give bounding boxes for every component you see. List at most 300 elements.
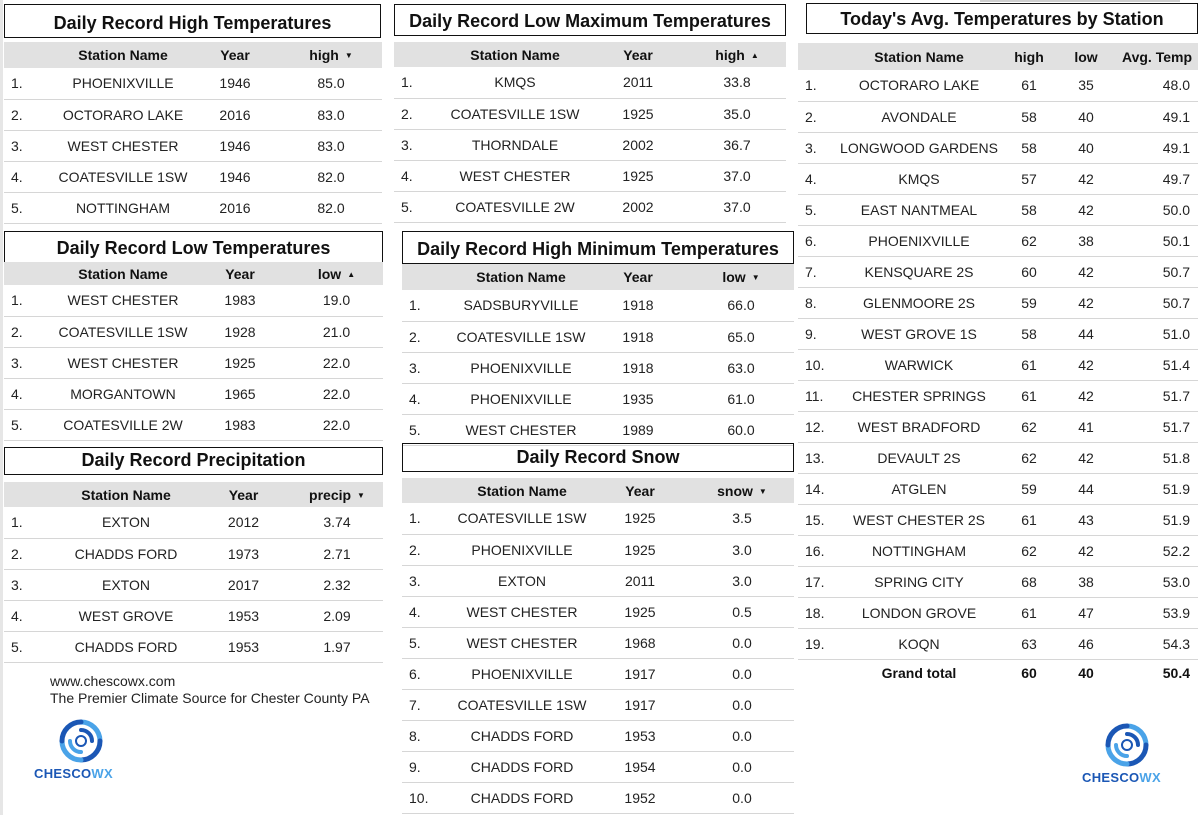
row-index: 3. — [402, 565, 454, 596]
table-row — [402, 352, 794, 383]
table-row — [402, 782, 794, 813]
total-index — [798, 659, 840, 687]
table-row — [798, 194, 1198, 225]
avg-value: 51.7 — [1112, 380, 1198, 411]
year: 1925 — [588, 160, 688, 191]
value-header[interactable] — [688, 264, 794, 290]
row-index: 17. — [798, 566, 840, 597]
value: 22.0 — [290, 347, 383, 378]
table-row — [798, 287, 1198, 318]
sort-descending-icon[interactable]: ▼ — [758, 486, 767, 496]
station-name: DEVAULT 2S — [840, 442, 998, 473]
logo-text-wx: WX — [1139, 770, 1161, 785]
table-row — [402, 751, 794, 782]
table-row — [798, 163, 1198, 194]
year: 1925 — [590, 534, 690, 565]
station-name: CHESTER SPRINGS — [840, 380, 998, 411]
value: 3.74 — [291, 507, 383, 538]
high-value: 61 — [998, 380, 1060, 411]
value: 0.0 — [690, 658, 794, 689]
value: 83.0 — [280, 130, 382, 161]
avg-value: 48.0 — [1112, 70, 1198, 101]
table-row — [4, 161, 382, 192]
high-value: 57 — [998, 163, 1060, 194]
logo-text-chesco: CHESCO — [1082, 770, 1140, 785]
year: 1918 — [588, 290, 688, 321]
value-header[interactable] — [688, 42, 786, 67]
header-row — [394, 42, 786, 67]
table-row — [798, 473, 1198, 504]
station-name-header[interactable]: Station Name — [476, 269, 566, 285]
year: 1928 — [190, 316, 290, 347]
index-header — [394, 42, 442, 67]
value: 2.71 — [291, 538, 383, 569]
low-header[interactable]: low — [1074, 48, 1098, 65]
value: 0.0 — [690, 782, 794, 813]
year-header[interactable]: Year — [225, 265, 255, 282]
station-name: COATESVILLE 1SW — [56, 316, 190, 347]
row-index: 15. — [798, 504, 840, 535]
year: 1983 — [190, 285, 290, 316]
year-header[interactable]: Year — [623, 269, 653, 285]
value: 36.7 — [688, 129, 786, 160]
station-name: COATESVILLE 2W — [442, 191, 588, 222]
year: 1925 — [590, 596, 690, 627]
table-row — [4, 631, 383, 662]
row-index: 5. — [4, 631, 56, 662]
year: 2002 — [588, 191, 688, 222]
table-row — [402, 565, 794, 596]
record-low-title: Daily Record Low Temperatures — [4, 231, 383, 263]
table-row — [4, 99, 382, 130]
row-index: 12. — [798, 411, 840, 442]
year: 1917 — [590, 658, 690, 689]
station-name: COATESVILLE 1SW — [442, 98, 588, 129]
value: 0.5 — [690, 596, 794, 627]
row-index: 1. — [4, 285, 56, 316]
table-row — [402, 596, 794, 627]
avg-value: 50.7 — [1112, 287, 1198, 318]
value: 1.97 — [291, 631, 383, 662]
row-index: 9. — [798, 318, 840, 349]
table-row — [394, 98, 786, 129]
row-index: 3. — [4, 130, 56, 161]
year: 1989 — [588, 414, 688, 445]
row-index: 3. — [4, 347, 56, 378]
year: 1925 — [588, 98, 688, 129]
low-value: 38 — [1060, 566, 1112, 597]
year: 1973 — [196, 538, 291, 569]
value: 0.0 — [690, 751, 794, 782]
station-name: SPRING CITY — [840, 566, 998, 597]
row-index: 5. — [798, 194, 840, 225]
table-row — [798, 225, 1198, 256]
low-value: 38 — [1060, 225, 1112, 256]
sort-ascending-icon[interactable]: ▲ — [347, 269, 356, 279]
row-index: 2. — [394, 98, 442, 129]
value: 3.5 — [690, 503, 794, 534]
table-row — [402, 534, 794, 565]
year: 1954 — [590, 751, 690, 782]
avg-value: 51.9 — [1112, 504, 1198, 535]
value: 3.0 — [690, 565, 794, 596]
station-name: THORNDALE — [442, 129, 588, 160]
sort-ascending-icon[interactable]: ▲ — [750, 50, 759, 60]
table-row — [394, 67, 786, 98]
value: 37.0 — [688, 191, 786, 222]
table-row — [4, 192, 382, 223]
row-index: 3. — [402, 352, 454, 383]
index-header — [798, 43, 840, 70]
value: 37.0 — [688, 160, 786, 191]
high-value: 62 — [998, 411, 1060, 442]
tagline: The Premier Climate Source for Chester County PA — [50, 690, 370, 706]
high-value: 62 — [998, 442, 1060, 473]
station-name-header[interactable]: Station Name — [78, 47, 168, 63]
table-row — [4, 347, 383, 378]
table-row — [394, 129, 786, 160]
station-name: OCTORARO LAKE — [56, 99, 190, 130]
station-name-header[interactable]: Station Name — [81, 486, 171, 503]
value-header-label: low — [317, 265, 342, 282]
table-row — [798, 411, 1198, 442]
station-name: COATESVILLE 1SW — [454, 321, 588, 352]
station-name: KMQS — [442, 67, 588, 98]
high-value: 61 — [998, 504, 1060, 535]
row-index: 19. — [798, 628, 840, 659]
row-index: 11. — [798, 380, 840, 411]
swirl-logo-icon — [56, 716, 106, 766]
station-name: LONDON GROVE — [840, 597, 998, 628]
grand-total-row — [798, 659, 1198, 687]
value: 61.0 — [688, 383, 794, 414]
station-name: LONGWOOD GARDENS — [840, 132, 998, 163]
table-row — [798, 318, 1198, 349]
table-row — [4, 130, 382, 161]
station-name: WEST GROVE — [56, 600, 196, 631]
station-name: WEST CHESTER — [56, 347, 190, 378]
station-name: NOTTINGHAM — [56, 192, 190, 223]
total-avg: 50.4 — [1162, 665, 1190, 682]
record-snow-table — [402, 478, 794, 814]
year: 1925 — [190, 347, 290, 378]
year: 2012 — [196, 507, 291, 538]
table-row — [402, 414, 794, 445]
low-value: 44 — [1060, 318, 1112, 349]
station-name: COATESVILLE 1SW — [454, 503, 590, 534]
value: 2.32 — [291, 569, 383, 600]
row-index: 5. — [402, 627, 454, 658]
value: 60.0 — [688, 414, 794, 445]
row-index: 2. — [4, 99, 56, 130]
year-header[interactable]: Year — [228, 486, 259, 503]
station-name: PHOENIXVILLE — [840, 225, 998, 256]
row-index: 13. — [798, 442, 840, 473]
row-index: 6. — [798, 225, 840, 256]
record-snow-title: Daily Record Snow — [402, 443, 794, 472]
avg-temp-header[interactable]: Avg. Temp — [1121, 48, 1192, 65]
record-high-title: Daily Record High Temperatures — [4, 4, 381, 38]
row-index: 4. — [4, 378, 56, 409]
high-value: 58 — [998, 101, 1060, 132]
value-header[interactable] — [690, 478, 794, 503]
year: 2016 — [190, 192, 280, 223]
value: 0.0 — [690, 720, 794, 751]
low-value: 40 — [1060, 132, 1112, 163]
total-high: 60 — [1021, 665, 1037, 682]
record-high-table — [4, 42, 382, 224]
value: 35.0 — [688, 98, 786, 129]
table-row — [798, 70, 1198, 101]
sort-descending-icon[interactable]: ▼ — [751, 273, 760, 282]
station-name: EXTON — [56, 507, 196, 538]
station-name: EXTON — [454, 565, 590, 596]
row-index: 18. — [798, 597, 840, 628]
high-value: 62 — [998, 535, 1060, 566]
record-precip-title: Daily Record Precipitation — [4, 447, 383, 475]
station-name-header[interactable]: Station Name — [78, 265, 168, 282]
low-value: 40 — [1060, 101, 1112, 132]
row-index: 3. — [394, 129, 442, 160]
station-name: WEST CHESTER — [56, 130, 190, 161]
year: 2011 — [588, 67, 688, 98]
station-name: KOQN — [840, 628, 998, 659]
row-index: 8. — [798, 287, 840, 318]
station-name: WARWICK — [840, 349, 998, 380]
avg-value: 53.0 — [1112, 566, 1198, 597]
avg-value: 53.9 — [1112, 597, 1198, 628]
low-value: 46 — [1060, 628, 1112, 659]
table-row — [402, 627, 794, 658]
table-row — [798, 349, 1198, 380]
avg-value: 50.7 — [1112, 256, 1198, 287]
website-url[interactable]: www.chescowx.com — [50, 673, 176, 689]
avg-value: 49.1 — [1112, 101, 1198, 132]
index-header — [4, 482, 56, 507]
station-name: PHOENIXVILLE — [454, 658, 590, 689]
station-name: PHOENIXVILLE — [454, 534, 590, 565]
station-name: WEST CHESTER — [454, 414, 588, 445]
value-header-label: high — [715, 46, 745, 63]
station-name: PHOENIXVILLE — [454, 383, 588, 414]
left-edge-strip — [0, 0, 3, 815]
grand-total-label: Grand total — [881, 665, 957, 682]
table-row — [798, 535, 1198, 566]
header-row — [4, 42, 382, 68]
year: 1946 — [190, 130, 280, 161]
row-index: 1. — [4, 68, 56, 99]
year: 1935 — [588, 383, 688, 414]
year: 1925 — [590, 503, 690, 534]
row-index: 9. — [402, 751, 454, 782]
station-name: EAST NANTMEAL — [840, 194, 998, 225]
table-row — [798, 442, 1198, 473]
row-index: 4. — [402, 383, 454, 414]
table-row — [394, 160, 786, 191]
station-name: EXTON — [56, 569, 196, 600]
table-row — [402, 720, 794, 751]
value: 83.0 — [280, 99, 382, 130]
low-value: 42 — [1060, 349, 1112, 380]
value: 0.0 — [690, 627, 794, 658]
high-value: 61 — [998, 70, 1060, 101]
year: 1968 — [590, 627, 690, 658]
high-value: 58 — [998, 194, 1060, 225]
table-row — [402, 689, 794, 720]
high-value: 59 — [998, 473, 1060, 504]
year: 1953 — [196, 600, 291, 631]
sort-descending-icon[interactable]: ▼ — [357, 490, 365, 500]
row-index: 4. — [394, 160, 442, 191]
high-value: 62 — [998, 225, 1060, 256]
value-header[interactable] — [290, 262, 383, 285]
value: 33.8 — [688, 67, 786, 98]
value-header-label: low — [722, 269, 746, 285]
high-value: 60 — [998, 256, 1060, 287]
record-high-min-table — [402, 264, 794, 446]
avg-value: 52.2 — [1112, 535, 1198, 566]
high-header[interactable]: high — [1014, 48, 1044, 65]
value: 85.0 — [280, 68, 382, 99]
year: 2016 — [190, 99, 280, 130]
row-index: 4. — [402, 596, 454, 627]
total-low: 40 — [1078, 665, 1094, 682]
station-name: CHADDS FORD — [56, 538, 196, 569]
low-value: 43 — [1060, 504, 1112, 535]
value: 82.0 — [280, 161, 382, 192]
record-precip-table — [4, 482, 383, 663]
low-value: 47 — [1060, 597, 1112, 628]
year: 1946 — [190, 68, 280, 99]
year: 1953 — [590, 720, 690, 751]
avg-value: 51.4 — [1112, 349, 1198, 380]
value: 21.0 — [290, 316, 383, 347]
row-index: 10. — [402, 782, 454, 813]
header-row — [402, 478, 794, 503]
value: 19.0 — [290, 285, 383, 316]
record-low-max-title: Daily Record Low Maximum Temperatures — [394, 4, 786, 36]
station-name: WEST GROVE 1S — [840, 318, 998, 349]
row-index: 2. — [4, 316, 56, 347]
table-row — [798, 101, 1198, 132]
value-header[interactable] — [291, 482, 383, 507]
table-row — [4, 507, 383, 538]
year: 2011 — [590, 565, 690, 596]
year: 1983 — [190, 409, 290, 440]
station-name: MORGANTOWN — [56, 378, 190, 409]
table-row — [402, 321, 794, 352]
row-index: 5. — [402, 414, 454, 445]
year: 1965 — [190, 378, 290, 409]
row-index: 2. — [4, 538, 56, 569]
year: 1952 — [590, 782, 690, 813]
low-value: 42 — [1060, 535, 1112, 566]
station-name: WEST CHESTER 2S — [840, 504, 998, 535]
low-value: 42 — [1060, 194, 1112, 225]
value: 82.0 — [280, 192, 382, 223]
row-index: 14. — [798, 473, 840, 504]
table-row — [798, 597, 1198, 628]
row-index: 3. — [4, 569, 56, 600]
table-row — [402, 503, 794, 534]
table-row — [4, 569, 383, 600]
sort-descending-icon[interactable]: ▼ — [344, 51, 353, 60]
year: 1918 — [588, 352, 688, 383]
station-name-header[interactable]: Station Name — [470, 46, 560, 63]
table-row — [798, 566, 1198, 597]
value: 2.09 — [291, 600, 383, 631]
station-name: WEST BRADFORD — [840, 411, 998, 442]
row-index: 10. — [798, 349, 840, 380]
high-value: 68 — [998, 566, 1060, 597]
logo-text-chesco: CHESCO — [34, 766, 92, 781]
station-name: GLENMOORE 2S — [840, 287, 998, 318]
index-header — [402, 478, 454, 503]
swirl-logo-icon — [1102, 720, 1152, 770]
avg-value: 51.7 — [1112, 411, 1198, 442]
header-row — [4, 482, 383, 507]
value: 65.0 — [688, 321, 794, 352]
avg-value: 54.3 — [1112, 628, 1198, 659]
station-name: COATESVILLE 2W — [56, 409, 190, 440]
table-row — [4, 378, 383, 409]
index-header — [4, 262, 56, 285]
avg-value: 49.7 — [1112, 163, 1198, 194]
avg-value: 50.0 — [1112, 194, 1198, 225]
station-name: OCTORARO LAKE — [840, 70, 998, 101]
station-name: CHADDS FORD — [56, 631, 196, 662]
station-name-header[interactable]: Station Name — [477, 482, 567, 499]
table-row — [4, 316, 383, 347]
index-header — [402, 264, 454, 290]
avg-value: 51.0 — [1112, 318, 1198, 349]
header-row — [4, 262, 383, 285]
station-name: NOTTINGHAM — [840, 535, 998, 566]
row-index: 7. — [798, 256, 840, 287]
year: 2017 — [196, 569, 291, 600]
table-row — [402, 290, 794, 321]
low-value: 42 — [1060, 163, 1112, 194]
value: 0.0 — [690, 689, 794, 720]
station-name: WEST CHESTER — [454, 596, 590, 627]
value: 3.0 — [690, 534, 794, 565]
row-index: 7. — [402, 689, 454, 720]
row-index: 5. — [4, 192, 56, 223]
year-header[interactable]: Year — [623, 46, 653, 63]
low-value: 42 — [1060, 380, 1112, 411]
table-row — [4, 538, 383, 569]
header-row — [798, 43, 1198, 70]
row-index: 16. — [798, 535, 840, 566]
station-name: SADSBURYVILLE — [454, 290, 588, 321]
value-header-label: high — [309, 47, 339, 63]
year: 1953 — [196, 631, 291, 662]
value-header[interactable] — [280, 42, 382, 68]
low-value: 35 — [1060, 70, 1112, 101]
record-high-min-title: Daily Record High Minimum Temperatures — [402, 231, 794, 264]
station-name-header[interactable]: Station Name — [874, 48, 964, 65]
row-index: 6. — [402, 658, 454, 689]
row-index: 1. — [394, 67, 442, 98]
year-header[interactable]: Year — [625, 482, 655, 499]
low-value: 42 — [1060, 442, 1112, 473]
value-header-label: precip — [309, 486, 352, 503]
row-index: 2. — [402, 321, 454, 352]
index-header — [4, 42, 56, 68]
row-index: 1. — [798, 70, 840, 101]
high-value: 61 — [998, 597, 1060, 628]
year-header[interactable]: Year — [220, 47, 250, 63]
